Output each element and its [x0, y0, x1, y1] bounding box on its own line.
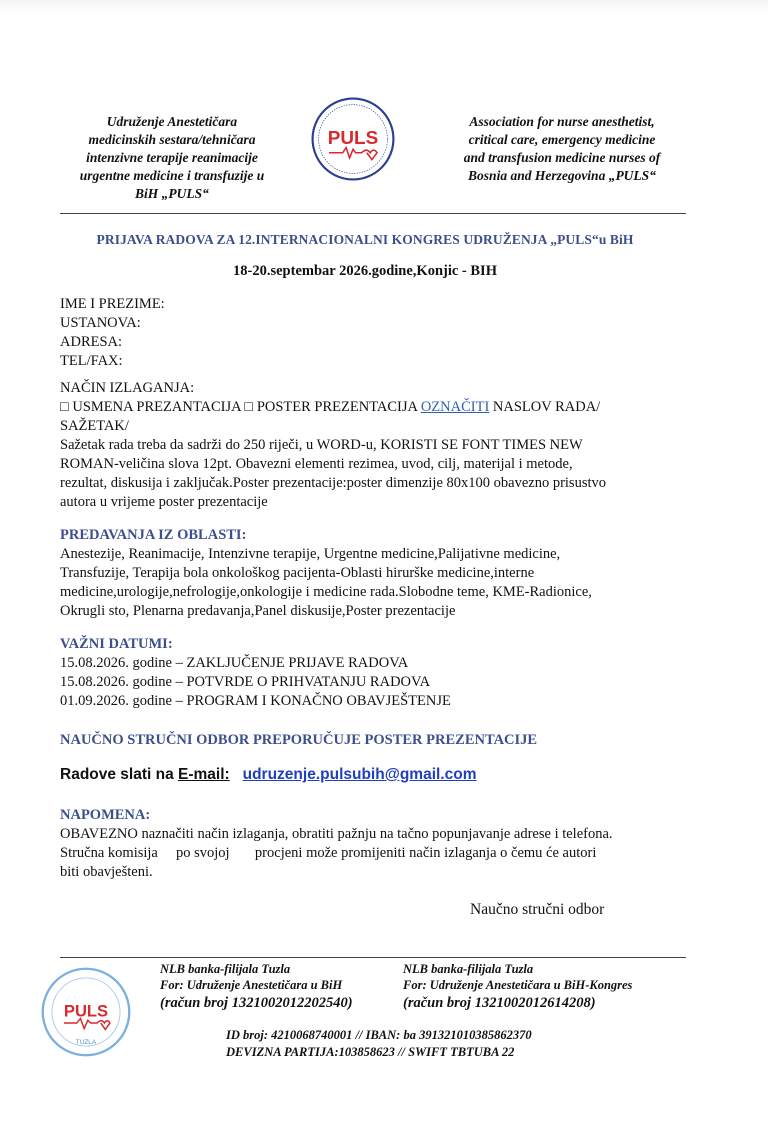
congress-title: PRIJAVA RADOVA ZA 12.INTERNACIONALNI KONGRES UDRUŽENJA „PULS“u BiH — [96, 232, 634, 247]
header-right-english — [437, 113, 687, 185]
send-prefix: Radove slati na — [60, 766, 179, 783]
header-right-line: and transfusion medicine nurses of — [463, 150, 661, 165]
note-heading: NAPOMENA: — [60, 807, 151, 823]
topics-section — [60, 526, 700, 621]
field-phone-label: TEL/FAX: — [60, 353, 123, 369]
field-institution-label: USTANOVA: — [60, 315, 141, 331]
mark-link[interactable]: OZNAČITI — [420, 399, 490, 415]
topics-line: Okrugli sto, Plenarna predavanja,Panel diskusije,Poster prezentacije — [60, 603, 456, 619]
header-left-line: intenzivne terapije reanimacije — [86, 150, 258, 165]
note-line: biti obavješteni. — [60, 864, 153, 880]
recommendation-text: NAUČNO STRUČNI ODBOR PREPORUČUJE POSTER PREZENTACIJE — [60, 732, 538, 748]
field-address-label: ADRESA: — [60, 334, 123, 350]
bank1-name: NLB banka-filijala Tuzla — [160, 962, 291, 976]
dates-heading: VAŽNI DATUMI: — [60, 636, 173, 652]
bank2-for: For: Udruženje Anestetičara u BiH-Kongres — [403, 978, 633, 992]
bank1-account: (račun broj 1321002012202540) — [160, 995, 353, 1011]
puls-tuzla-logo-icon — [40, 966, 132, 1058]
footer-id-block — [226, 1027, 532, 1061]
note-line: Stručna komisija po svojoj procjeni može promijeniti način izlaganja o čemu će autori — [60, 845, 597, 861]
presentation-line: rezultat, diskusija i zaključak.Poster prezentacije:poster dimenzije 80x100 obavezno prisustvo — [60, 475, 607, 491]
presentation-options — [60, 398, 700, 417]
date-item: 01.09.2026. godine – PROGRAM I KONAČNO OBAVJEŠTENJE — [60, 693, 451, 709]
top-edge — [0, 0, 768, 14]
footer-bank-2 — [403, 961, 632, 1013]
header-left-line: urgentne medicine i transfuzije u — [79, 168, 265, 183]
note-section — [60, 806, 700, 882]
puls-logo-icon — [310, 96, 396, 182]
bank2-name: NLB banka-filijala Tuzla — [403, 962, 534, 976]
title-label: NASLOV RADA/ — [489, 399, 601, 415]
topics-line: Anestezije, Reanimacije, Intenzivne terapije, Urgentne medicine,Palijativne medicine, — [60, 546, 561, 562]
header-left-line: BiH „PULS“ — [135, 186, 209, 201]
send-email-line — [60, 766, 476, 784]
presentation-line: Sažetak rada treba da sadrži do 250 riječi, u WORD-u, KORISTI SE FONT TIMES NEW — [60, 437, 583, 453]
congress-date: 18-20.septembar 2026.godine,Konjic - BIH — [233, 263, 497, 279]
presentation-line: SAŽETAK/ — [60, 418, 129, 434]
logo-text: PULS — [327, 128, 379, 150]
note-line: OBAVEZNO naznačiti način izlaganja, obratiti pažnju na tačno popunjavanje adrese i telefona. — [60, 826, 613, 842]
presentation-line: autora u vrijeme poster prezentacije — [60, 494, 268, 510]
email-label: E-mail: — [178, 766, 230, 783]
header-right-line: critical care, emergency medicine — [468, 132, 656, 147]
topics-heading: PREDAVANJA IZ OBLASTI: — [60, 527, 247, 543]
field-name-label: IME I PREZIME: — [60, 296, 165, 312]
footer-bank-1 — [160, 961, 353, 1013]
signature: Naučno stručni odbor — [470, 901, 605, 918]
presentation-options-text: □ USMENA PREZANTACIJA □ POSTER PREZENTACIJA — [60, 399, 421, 415]
bank1-for: For: Udruženje Anestetičara u BiH — [160, 978, 343, 992]
topics-line: medicine,urologije,nefrologije,onkologije i medicine rada.Slobodne teme, KME-Radionice, — [60, 584, 592, 600]
bank2-account: (račun broj 1321002012614208) — [403, 995, 596, 1011]
header-divider — [60, 213, 686, 214]
email-link[interactable]: udruzenje.pulsubih@gmail.com — [242, 766, 477, 783]
presentation-label: NAČIN IZLAGANJA: — [60, 380, 195, 396]
footer-foreign-line: DEVIZNA PARTIJA:103858623 // SWIFT TBTUBA 22 — [226, 1045, 515, 1059]
date-item: 15.08.2026. godine – POTVRDE O PRIHVATANJU RADOVA — [60, 674, 431, 690]
footer-divider — [60, 957, 686, 958]
header-left-line: Udruženje Anestetičara — [106, 114, 238, 129]
important-dates-section — [60, 635, 700, 711]
header-right-line: Bosnia and Herzegovina „PULS“ — [468, 168, 656, 183]
header-left-bosnian — [62, 113, 282, 203]
presentation-line: ROMAN-veličina slova 12pt. Obavezni elementi rezimea, uvod, cilj, materijal i metode, — [60, 456, 573, 472]
footer-id-line: ID broj: 4210068740001 // IBAN: ba 391321010385862370 — [226, 1028, 532, 1042]
applicant-fields — [60, 295, 700, 371]
presentation-section — [60, 379, 700, 512]
footer-logo-city: TUZLA — [75, 1039, 97, 1047]
topics-line: Transfuzije, Terapija bola onkološkog pacijenta-Oblasti hirurške medicine,interne — [60, 565, 535, 581]
footer-logo-text: PULS — [63, 1001, 109, 1021]
header-left-line: medicinskih sestara/tehničara — [88, 132, 256, 147]
header-right-line: Association for nurse anesthetist, — [469, 114, 655, 129]
date-item: 15.08.2026. godine – ZAKLJUČENJE PRIJAVE RADOVA — [60, 655, 409, 671]
